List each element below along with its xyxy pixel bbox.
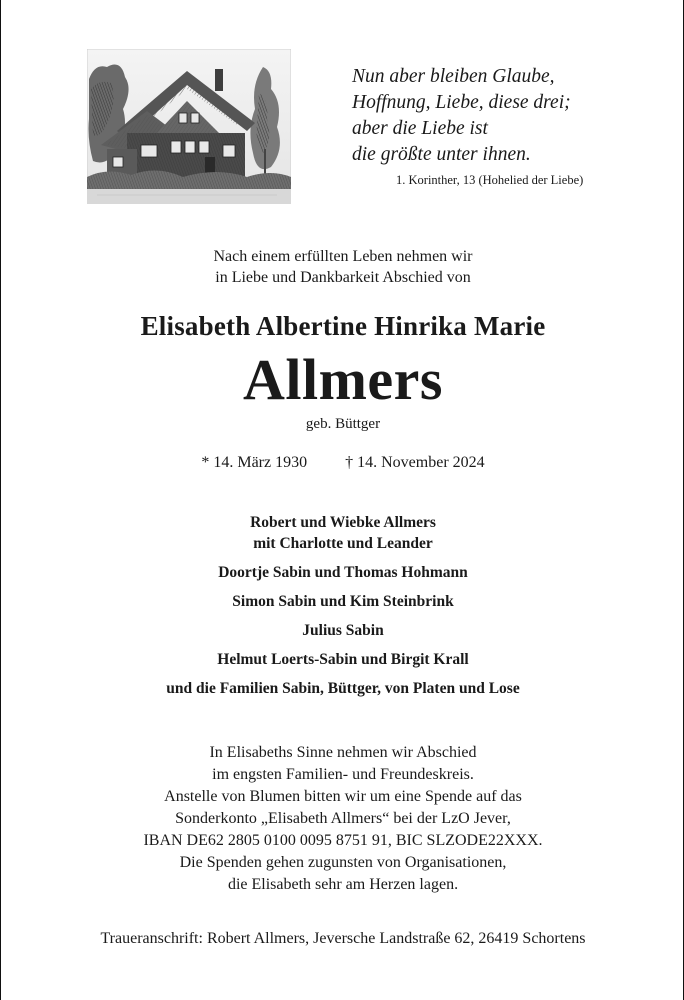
notice-line: Die Spenden gehen zugunsten von Organisationen, xyxy=(179,854,507,871)
deceased-first-names: Elisabeth Albertine Hinrika Marie xyxy=(140,311,546,341)
intro-text xyxy=(1,246,684,288)
notice-line: im engsten Familien- und Freundeskreis. xyxy=(212,766,474,783)
bible-verse xyxy=(352,64,652,168)
notice-line: die Elisabeth sehr am Herzen lagen. xyxy=(227,876,459,893)
mourner-line: mit Charlotte und Leander xyxy=(253,535,433,552)
mourner-line: Simon Sabin und Kim Steinbrink xyxy=(232,593,454,610)
life-dates xyxy=(1,454,684,472)
mourner-line: Julius Sabin xyxy=(302,622,384,639)
notice-line: In Elisabeths Sinne nehmen wir Abschied xyxy=(209,744,477,761)
mourner-line: Doortje Sabin und Thomas Hohmann xyxy=(218,564,468,581)
notice-line: Anstelle von Blumen bitten wir um eine Spende auf das xyxy=(164,788,522,805)
verse-reference: 1. Korinther, 13 (Hohelied der Liebe) xyxy=(396,173,584,187)
notice-line: IBAN DE62 2805 0100 0095 8751 91, BIC SLZODE22XXX. xyxy=(143,832,543,849)
deceased-born-name: geb. Büttger xyxy=(305,416,381,432)
farewell-notice xyxy=(1,742,684,896)
mourners-list xyxy=(1,512,684,699)
mourner-line: Robert und Wiebke Allmers xyxy=(250,514,436,531)
intro-line: Nach einem erfüllten Leben nehmen wir xyxy=(213,248,473,265)
house-drawing xyxy=(87,49,291,204)
deceased-surname: Allmers xyxy=(243,347,443,412)
notice-line: Sonderkonto „Elisabeth Allmers“ bei der LzO Jever, xyxy=(175,810,511,827)
birth-date: * 14. März 1930 xyxy=(201,454,308,471)
death-date: † 14. November 2024 xyxy=(345,454,485,471)
mourning-address: Traueranschrift: Robert Allmers, Jeversche Landstraße 62, 26419 Schortens xyxy=(100,930,586,947)
intro-line: in Liebe und Dankbarkeit Abschied von xyxy=(215,269,471,286)
verse-line: Nun aber bleiben Glaube, xyxy=(352,66,555,87)
verse-line: Hoffnung, Liebe, diese drei; xyxy=(352,92,571,113)
mourner-line: und die Familien Sabin, Büttger, von Platen und Lose xyxy=(166,680,520,697)
verse-line: aber die Liebe ist xyxy=(352,118,488,139)
mourner-line: Helmut Loerts-Sabin und Birgit Krall xyxy=(217,651,469,668)
verse-line: die größte unter ihnen. xyxy=(352,144,531,165)
